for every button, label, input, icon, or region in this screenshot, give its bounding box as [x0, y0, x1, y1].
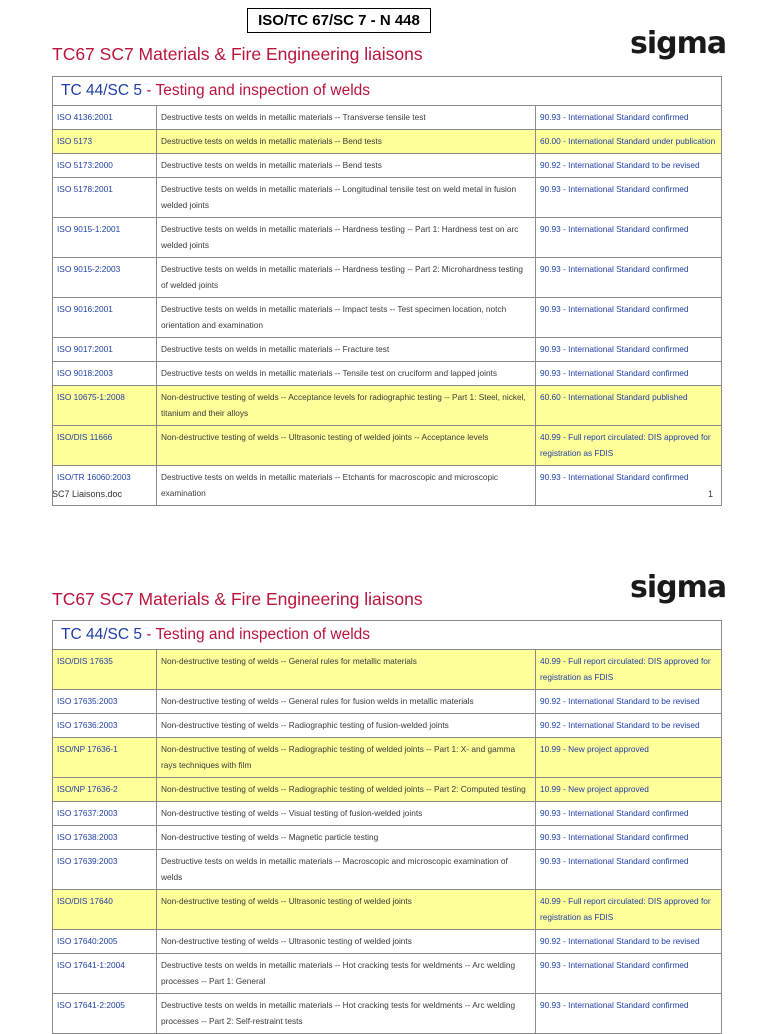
standard-title-cell: Non-destructive testing of welds -- General rules for fusion welds in metallic materials [157, 690, 536, 714]
standard-status-cell: 90.93 - International Standard confirmed [536, 338, 722, 362]
footer-page-number: 1 [708, 489, 714, 499]
table-row [53, 890, 722, 930]
standard-ref-cell: ISO 10675-1:2008 [53, 386, 157, 426]
standard-ref-cell: ISO 17639:2003 [53, 850, 157, 890]
standard-title-cell: Destructive tests on welds in metallic materials -- Macroscopic and microscopic examination of welds [157, 850, 536, 890]
standard-title-cell: Non-destructive testing of welds -- Magnetic particle testing [157, 826, 536, 850]
standard-title-cell: Non-destructive testing of welds -- Visual testing of fusion-welded joints [157, 802, 536, 826]
standard-title-cell: Non-destructive testing of welds -- Radiographic testing of welded joints -- Part 1: X- and gamma rays techniques with film [157, 738, 536, 778]
table-header-row [53, 621, 722, 650]
standard-status-cell: 60.00 - International Standard under publication [536, 130, 722, 154]
standard-ref-cell: ISO 9016:2001 [53, 298, 157, 338]
standard-title-cell: Destructive tests on welds in metallic materials -- Bend tests [157, 130, 536, 154]
standard-status-cell: 60.60 - International Standard published [536, 386, 722, 426]
standard-title-cell: Destructive tests on welds in metallic materials -- Tensile test on cruciform and lapped joints [157, 362, 536, 386]
standard-status-cell: 40.99 - Full report circulated: DIS approved for registration as FDIS [536, 890, 722, 930]
standard-ref-cell: ISO 17641-2:2005 [53, 994, 157, 1034]
table-row [53, 714, 722, 738]
table-row [53, 778, 722, 802]
standard-status-cell: 90.92 - International Standard to be revised [536, 690, 722, 714]
table-row [53, 258, 722, 298]
standard-ref-cell: ISO 17640:2005 [53, 930, 157, 954]
table-header-cell [53, 621, 722, 650]
standard-title-cell: Destructive tests on welds in metallic materials -- Hot cracking tests for weldments -- Arc welding processes -- Part 1: General [157, 954, 536, 994]
standard-status-cell: 90.93 - International Standard confirmed [536, 298, 722, 338]
liaisons-table-2 [52, 620, 722, 1034]
standard-title-cell: Destructive tests on welds in metallic materials -- Transverse tensile test [157, 106, 536, 130]
table-header-row [53, 77, 722, 106]
standard-ref-cell: ISO 17635:2003 [53, 690, 157, 714]
header-separator: - [141, 82, 156, 99]
standard-title-cell: Destructive tests on welds in metallic materials -- Impact tests -- Test specimen location, notch orientation and examination [157, 298, 536, 338]
standard-title-cell: Destructive tests on welds in metallic materials -- Hot cracking tests for weldments -- Arc welding processes -- Part 2: Self-restraint tests [157, 994, 536, 1034]
standard-ref-cell: ISO/DIS 11666 [53, 426, 157, 466]
committee-code: TC 44/SC 5 [61, 626, 142, 643]
sigma-logo: sigma [630, 26, 727, 61]
standard-ref-cell: ISO 17638:2003 [53, 826, 157, 850]
standard-status-cell: 90.93 - International Standard confirmed [536, 954, 722, 994]
table-row [53, 386, 722, 426]
standard-title-cell: Destructive tests on welds in metallic materials -- Etchants for macroscopic and microscopic examination [157, 466, 536, 506]
standard-ref-cell: ISO/DIS 17635 [53, 650, 157, 690]
standard-title-cell: Non-destructive testing of welds -- Acceptance levels for radiographic testing -- Part 1: Steel, nickel, titanium and their alloys [157, 386, 536, 426]
liaisons-table-1 [52, 76, 722, 506]
standard-title-cell: Destructive tests on welds in metallic materials -- Hardness testing -- Part 1: Hardness test on arc welded joints [157, 218, 536, 258]
standard-title-cell: Non-destructive testing of welds -- Ultrasonic testing of welded joints -- Acceptance levels [157, 426, 536, 466]
document-id: ISO/TC 67/SC 7 - N 448 [247, 8, 431, 33]
standard-ref-cell: ISO 9018:2003 [53, 362, 157, 386]
table-header-cell [53, 77, 722, 106]
standard-status-cell: 40.99 - Full report circulated: DIS approved for registration as FDIS [536, 426, 722, 466]
standard-title-cell: Destructive tests on welds in metallic materials -- Hardness testing -- Part 2: Microhardness testing of welded joints [157, 258, 536, 298]
table-row [53, 298, 722, 338]
table-row [53, 850, 722, 890]
table-row [53, 738, 722, 778]
footer-filename: SC7 Liaisons.doc [52, 489, 123, 499]
standard-status-cell: 90.92 - International Standard to be revised [536, 154, 722, 178]
table-row [53, 218, 722, 258]
standard-ref-cell: ISO 5178:2001 [53, 178, 157, 218]
standard-ref-cell: ISO 9015-2:2003 [53, 258, 157, 298]
page-title-2: TC67 SC7 Materials & Fire Engineering liaisons [52, 589, 423, 609]
standard-status-cell: 90.92 - International Standard to be revised [536, 714, 722, 738]
standard-ref-cell: ISO/NP 17636-2 [53, 778, 157, 802]
table-row [53, 426, 722, 466]
table-row [53, 802, 722, 826]
committee-title: Testing and inspection of welds [155, 626, 371, 643]
table-row [53, 826, 722, 850]
standard-status-cell: 90.93 - International Standard confirmed [536, 826, 722, 850]
standard-title-cell: Non-destructive testing of welds -- General rules for metallic materials [157, 650, 536, 690]
table-row [53, 362, 722, 386]
standard-status-cell: 90.93 - International Standard confirmed [536, 258, 722, 298]
table-row [53, 338, 722, 362]
table-row [53, 466, 722, 506]
standard-status-cell: 90.93 - International Standard confirmed [536, 218, 722, 258]
standard-status-cell: 10.99 - New project approved [536, 778, 722, 802]
standard-title-cell: Non-destructive testing of welds -- Ultrasonic testing of welded joints [157, 930, 536, 954]
standard-status-cell: 90.93 - International Standard confirmed [536, 178, 722, 218]
table-row [53, 154, 722, 178]
standard-status-cell: 10.99 - New project approved [536, 738, 722, 778]
standard-title-cell: Destructive tests on welds in metallic materials -- Bend tests [157, 154, 536, 178]
standard-ref-cell: ISO 9017:2001 [53, 338, 157, 362]
standard-ref-cell: ISO 9015-1:2001 [53, 218, 157, 258]
table-row [53, 930, 722, 954]
table-row [53, 954, 722, 994]
table-row [53, 994, 722, 1034]
standard-ref-cell: ISO 17641-1:2004 [53, 954, 157, 994]
standard-title-cell: Non-destructive testing of welds -- Ultrasonic testing of welded joints [157, 890, 536, 930]
standard-title-cell: Destructive tests on welds in metallic materials -- Longitudinal tensile test on weld metal in fusion welded joints [157, 178, 536, 218]
standard-status-cell: 90.93 - International Standard confirmed [536, 466, 722, 506]
table-row [53, 130, 722, 154]
standard-ref-cell: ISO 4136:2001 [53, 106, 157, 130]
standard-title-cell: Destructive tests on welds in metallic materials -- Fracture test [157, 338, 536, 362]
sigma-logo: sigma [630, 570, 727, 605]
standard-status-cell: 90.93 - International Standard confirmed [536, 802, 722, 826]
table-row [53, 178, 722, 218]
standard-status-cell: 90.93 - International Standard confirmed [536, 994, 722, 1034]
committee-title: Testing and inspection of welds [155, 82, 371, 99]
standard-ref-cell: ISO/DIS 17640 [53, 890, 157, 930]
standard-status-cell: 90.93 - International Standard confirmed [536, 850, 722, 890]
standard-ref-cell: ISO/NP 17636-1 [53, 738, 157, 778]
table-row [53, 690, 722, 714]
committee-code: TC 44/SC 5 [61, 82, 142, 99]
standard-ref-cell: ISO 5173 [53, 130, 157, 154]
header-separator: - [141, 626, 156, 643]
standard-title-cell: Non-destructive testing of welds -- Radiographic testing of fusion-welded joints [157, 714, 536, 738]
standard-status-cell: 40.99 - Full report circulated: DIS approved for registration as FDIS [536, 650, 722, 690]
standard-status-cell: 90.92 - International Standard to be revised [536, 930, 722, 954]
standard-status-cell: 90.93 - International Standard confirmed [536, 106, 722, 130]
page-title-1: TC67 SC7 Materials & Fire Engineering liaisons [52, 44, 423, 64]
table-row [53, 650, 722, 690]
standard-ref-cell: ISO 5173:2000 [53, 154, 157, 178]
table-row [53, 106, 722, 130]
standard-status-cell: 90.93 - International Standard confirmed [536, 362, 722, 386]
standard-ref-cell: ISO/TR 16060:2003 [53, 466, 157, 506]
standard-ref-cell: ISO 17637:2003 [53, 802, 157, 826]
standard-title-cell: Non-destructive testing of welds -- Radiographic testing of welded joints -- Part 2: Computed testing [157, 778, 536, 802]
standard-ref-cell: ISO 17636:2003 [53, 714, 157, 738]
